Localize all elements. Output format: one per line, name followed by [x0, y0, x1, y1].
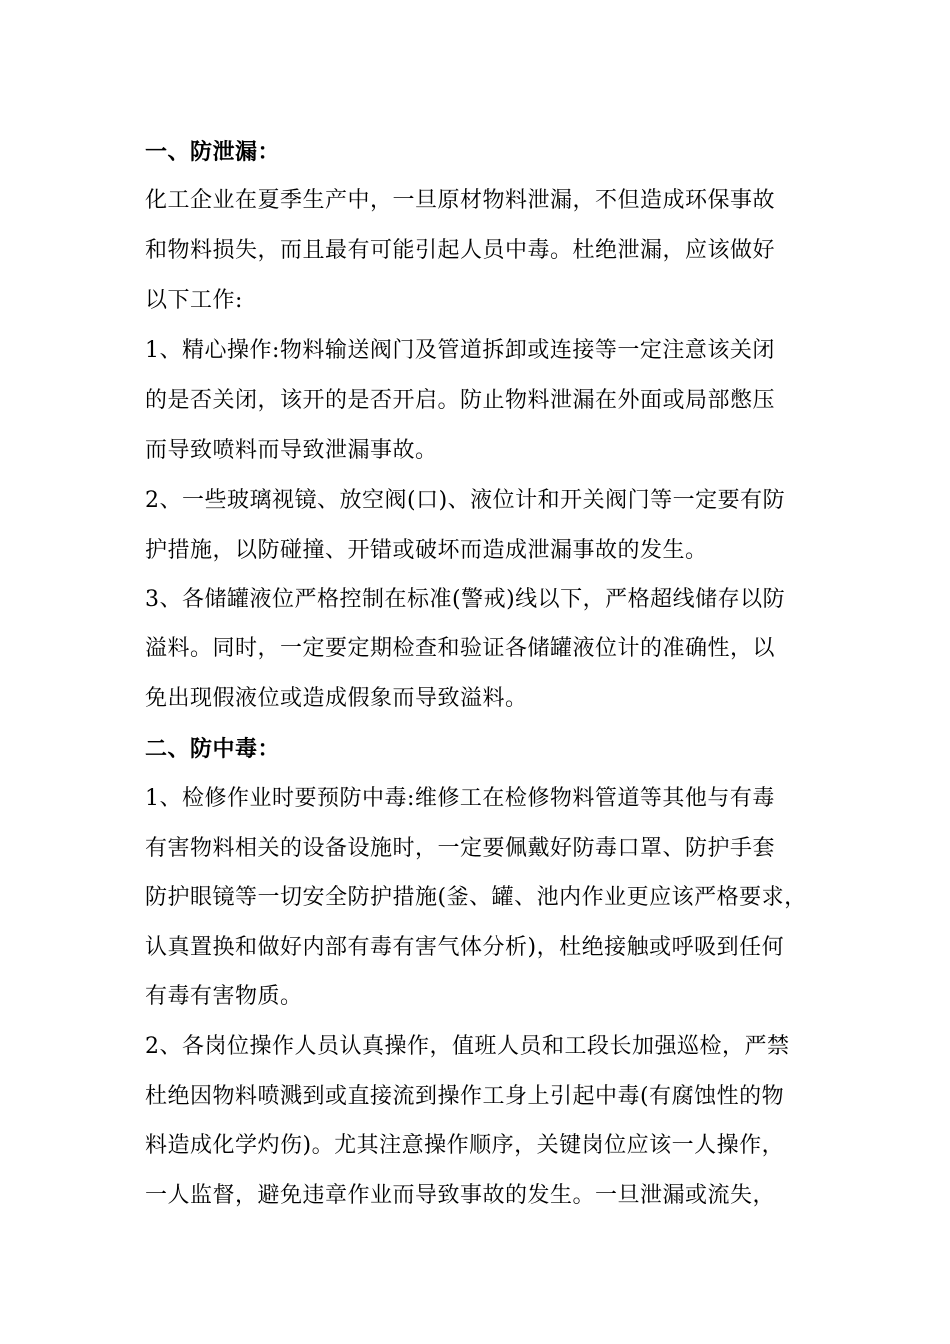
paragraph-line: 护措施，以防碰撞、开错或破坏而造成泄漏事故的发生。 — [145, 538, 708, 563]
section-heading-leak-prevention: 一、防泄漏： — [145, 139, 281, 165]
paragraph-line: 3、各储罐液位严格控制在标准(警戒)线以下，严格超线储存以防 — [145, 587, 786, 612]
paragraph-line: 和物料损失，而且最有可能引起人员中毒。杜绝泄漏，应该做好 — [145, 238, 776, 263]
paragraph-line: 而导致喷料而导致泄漏事故。 — [145, 438, 438, 463]
paragraph-line: 1、精心操作:物料输送阀门及管道拆卸或连接等一定注意该关闭 — [145, 338, 775, 363]
paragraph-line: 的是否关闭，该开的是否开启。防止物料泄漏在外面或局部憋压 — [145, 388, 776, 413]
paragraph-line: 一人监督，避免违章作业而导致事故的发生。一旦泄漏或流失， — [145, 1183, 776, 1208]
paragraph-line: 1、检修作业时要预防中毒:维修工在检修物料管道等其他与有毒 — [145, 786, 775, 811]
paragraph-line: 有毒有害物质。 — [145, 984, 303, 1009]
section-heading-poison-prevention: 二、防中毒： — [145, 736, 281, 762]
paragraph-line: 化工企业在夏季生产中，一旦原材物料泄漏，不但造成环保事故 — [145, 188, 776, 213]
paragraph-line: 防护眼镜等一切安全防护措施(釜、罐、池内作业更应该严格要求， — [145, 885, 807, 910]
paragraph-line: 溢料。同时，一定要定期检查和验证各储罐液位计的准确性，以 — [145, 636, 776, 661]
paragraph-line: 杜绝因物料喷溅到或直接流到操作工身上引起中毒(有腐蚀性的物 — [145, 1084, 785, 1109]
paragraph-line: 免出现假液位或造成假象而导致溢料。 — [145, 686, 528, 711]
paragraph-line: 料造成化学灼伤)。尤其注意操作顺序，关键岗位应该一人操作， — [145, 1133, 785, 1158]
paragraph-line: 以下工作: — [145, 288, 243, 313]
paragraph-line: 2、一些玻璃视镜、放空阀(口)、液位计和开关阀门等一定要有防 — [145, 488, 786, 513]
paragraph-line: 2、各岗位操作人员认真操作，值班人员和工段长加强巡检，严禁 — [145, 1034, 790, 1059]
paragraph-line: 认真置换和做好内部有毒有害气体分析)，杜绝接触或呼吸到任何 — [145, 935, 785, 960]
paragraph-line: 有害物料相关的设备设施时，一定要佩戴好防毒口罩、防护手套 — [145, 836, 776, 861]
